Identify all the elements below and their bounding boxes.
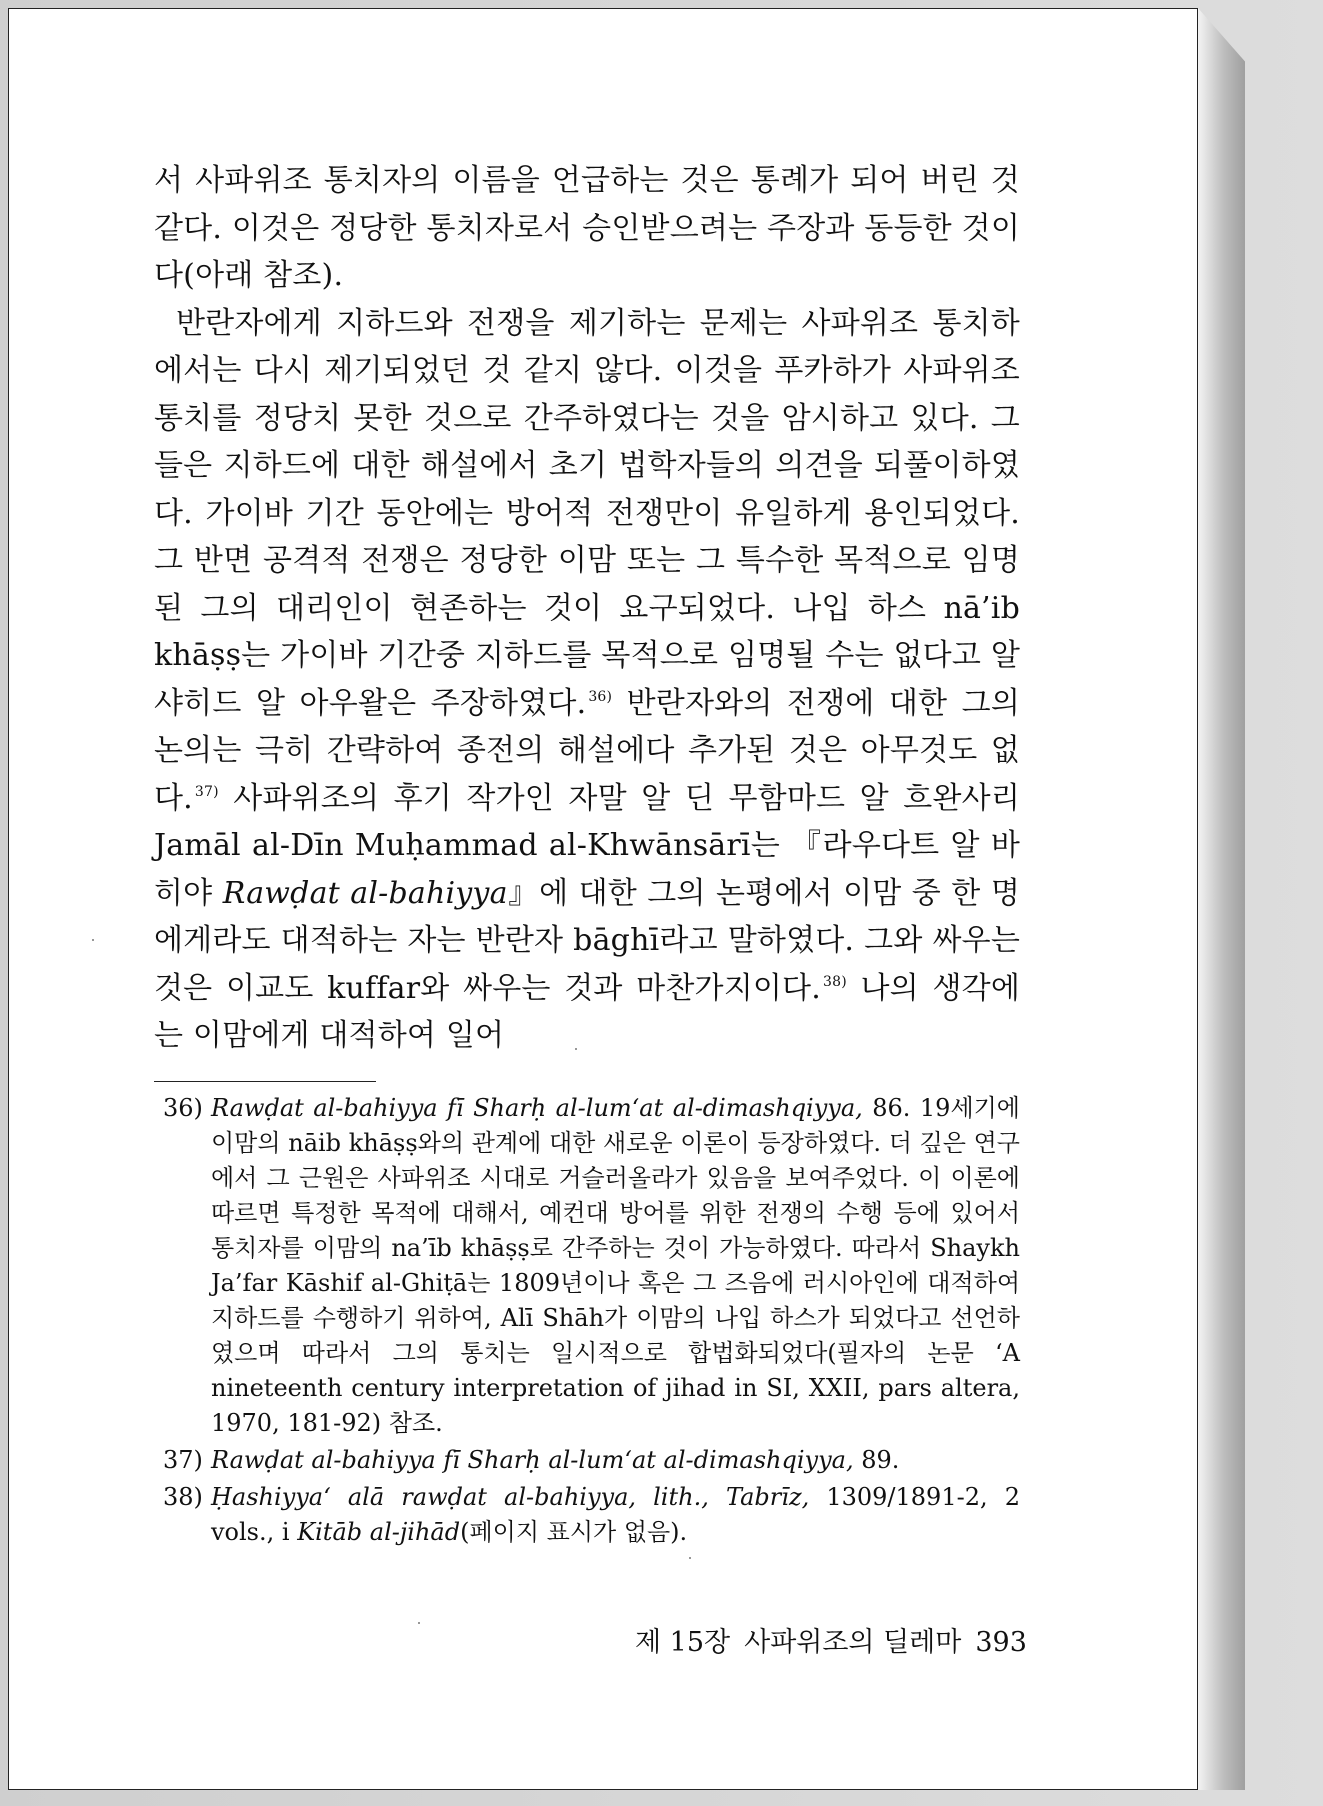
footnote-number: 37)	[163, 1446, 203, 1474]
paragraph-2-text-e: 』에 대한 그의 논평에서 이맘 중 한 명에게라도 대적하는 자는 반란자 bāghī라고 말하였다. 그와 싸우는 것은 이교도 kuffar와 싸우는 것과 마찬가지이다.	[154, 875, 1021, 1006]
book-title-italic: Rawḍat al-bahiyya	[222, 875, 508, 911]
footnote-36	[163, 1091, 1020, 1441]
chapter-title: 사파위조의 딜레마	[744, 1627, 962, 1658]
footnote-ref-37: 37)	[194, 783, 219, 800]
footnote-title: Rawḍat al-bahiyya fī Sharḥ al-lum‘at al-dimashqiyya,	[211, 1446, 854, 1474]
footnote-body: 1309/1891-2, 2 vols., i	[211, 1483, 1020, 1546]
scan-dust-dot	[575, 1048, 577, 1050]
paragraph-1-text: 서 사파위조 통치자의 이름을 언급하는 것은 통례가 되어 버린 것 같다. 이것은 정당한 통치자로서 승인받으려는 주장과 동등한 것이다(아래 참조).	[154, 163, 1020, 293]
paragraph-2-text-f: 나의 생각에는 이맘에게 대적하여 일어	[154, 970, 1020, 1053]
footnote-38	[163, 1480, 1020, 1550]
footnote-text	[211, 1480, 1020, 1550]
footnote-separator	[154, 1081, 376, 1082]
footnote-number: 38)	[163, 1483, 203, 1511]
scan-dust-dot	[92, 939, 94, 941]
footnote-title-2: Kitāb al-jihād	[297, 1518, 461, 1546]
footnote-text	[211, 1091, 1020, 1441]
footnote-body: 89.	[853, 1446, 900, 1474]
footnotes	[163, 1091, 1020, 1552]
paragraph-2-text-c: 사파위조의 후기 작가인 자말 알 딘 무함마드 알 흐완사리 Jamāl al-Dīn Muḥammad al-Khwānsārī는 『라우다트 알 바히야	[154, 780, 1020, 911]
paragraph-2-text-a: 반란자에게 지하드와 전쟁을 제기하는 문제는 사파위조 통치하에서는 다시 제기되었던 것 같지 않다. 이것을 푸카하가 사파위조 통치를 정당치 못한 것으로 간주하였다는 것을 암시하고 있다. 그들은 지하드에 대한 해설에서 초기 법학자들의 의견을 되풀이하였다. 가이바 기간 동안에는 방어적 전쟁만이 유일하게 용인되었다. 그 반면 공격적 전쟁은 정당한 이맘 또는 그 특수한 목적으로 임명된 그의 대리인이 현존하는 것이 요구되었다. 나입 하스 nā’ib khāṣṣ는 가이바 기간중 지하드를 목적으로 임명될 수는 없다고 알 샤히드 알 아우왈은 주장하였다.	[154, 305, 1020, 721]
paragraph-2	[154, 300, 1020, 1060]
footnote-ref-38: 38)	[822, 973, 847, 990]
main-body-text	[154, 157, 1020, 1060]
paragraph-1	[154, 157, 1020, 300]
scan-dust-dot	[418, 1622, 420, 1624]
book-page	[8, 8, 1198, 1790]
footnote-body: 86. 19세기에 이맘의 nāib khāṣṣ와의 관계에 대한 새로운 이론이 등장하였다. 더 깊은 연구에서 그 근원은 사파위조 시대로 거슬러올라가 있음을 보여주었다. 이 이론에 따르면 특정한 목적에 대해서, 예컨대 방어를 위한 전쟁의 수행 등에 있어서 통치자를 이맘의 na’īb khāṣṣ로 간주하는 것이 가능하였다. 따라서 Shaykh Ja’far Kāshif al-Ghiṭā는 1809년이나 혹은 그 즈음에 러시아인에 대적하여 지하드를 수행하기 위하여, Alī Shāh가 이맘의 나입 하스가 되었다고 선언하였으며 따라서 그의 통치는 일시적으로 합법화되었다(필자의 논문 ‘A nineteenth century interpretation of jihad in SI, XXII, pars altera, 1970, 181-92) 참조.	[211, 1094, 1020, 1437]
chapter-number: 제 15장	[635, 1627, 731, 1658]
page-number: 393	[975, 1627, 1027, 1658]
footnote-text	[211, 1443, 1020, 1478]
footnote-title: Ḥashiyya‘ alā rawḍat al-bahiyya, lith., Tabrīz,	[211, 1483, 810, 1511]
book-page-stack	[1198, 8, 1245, 1790]
page-footer	[621, 1626, 1027, 1660]
footnote-37	[163, 1443, 1020, 1478]
scan-dust-dot	[689, 1557, 691, 1559]
footnote-title: Rawḍat al-bahiyya fī Sharḥ al-lum‘at al-dimashqiyya,	[211, 1094, 863, 1122]
paragraph-2-text-b: 반란자와의 전쟁에 대한 그의 논의는 극히 간략하여 종전의 해설에다 추가된 것은 아무것도 없다.	[154, 685, 1020, 816]
footnote-body-2: (페이지 표시가 없음).	[460, 1518, 688, 1546]
footnote-ref-36: 36)	[588, 688, 613, 705]
footnote-number: 36)	[163, 1094, 203, 1122]
